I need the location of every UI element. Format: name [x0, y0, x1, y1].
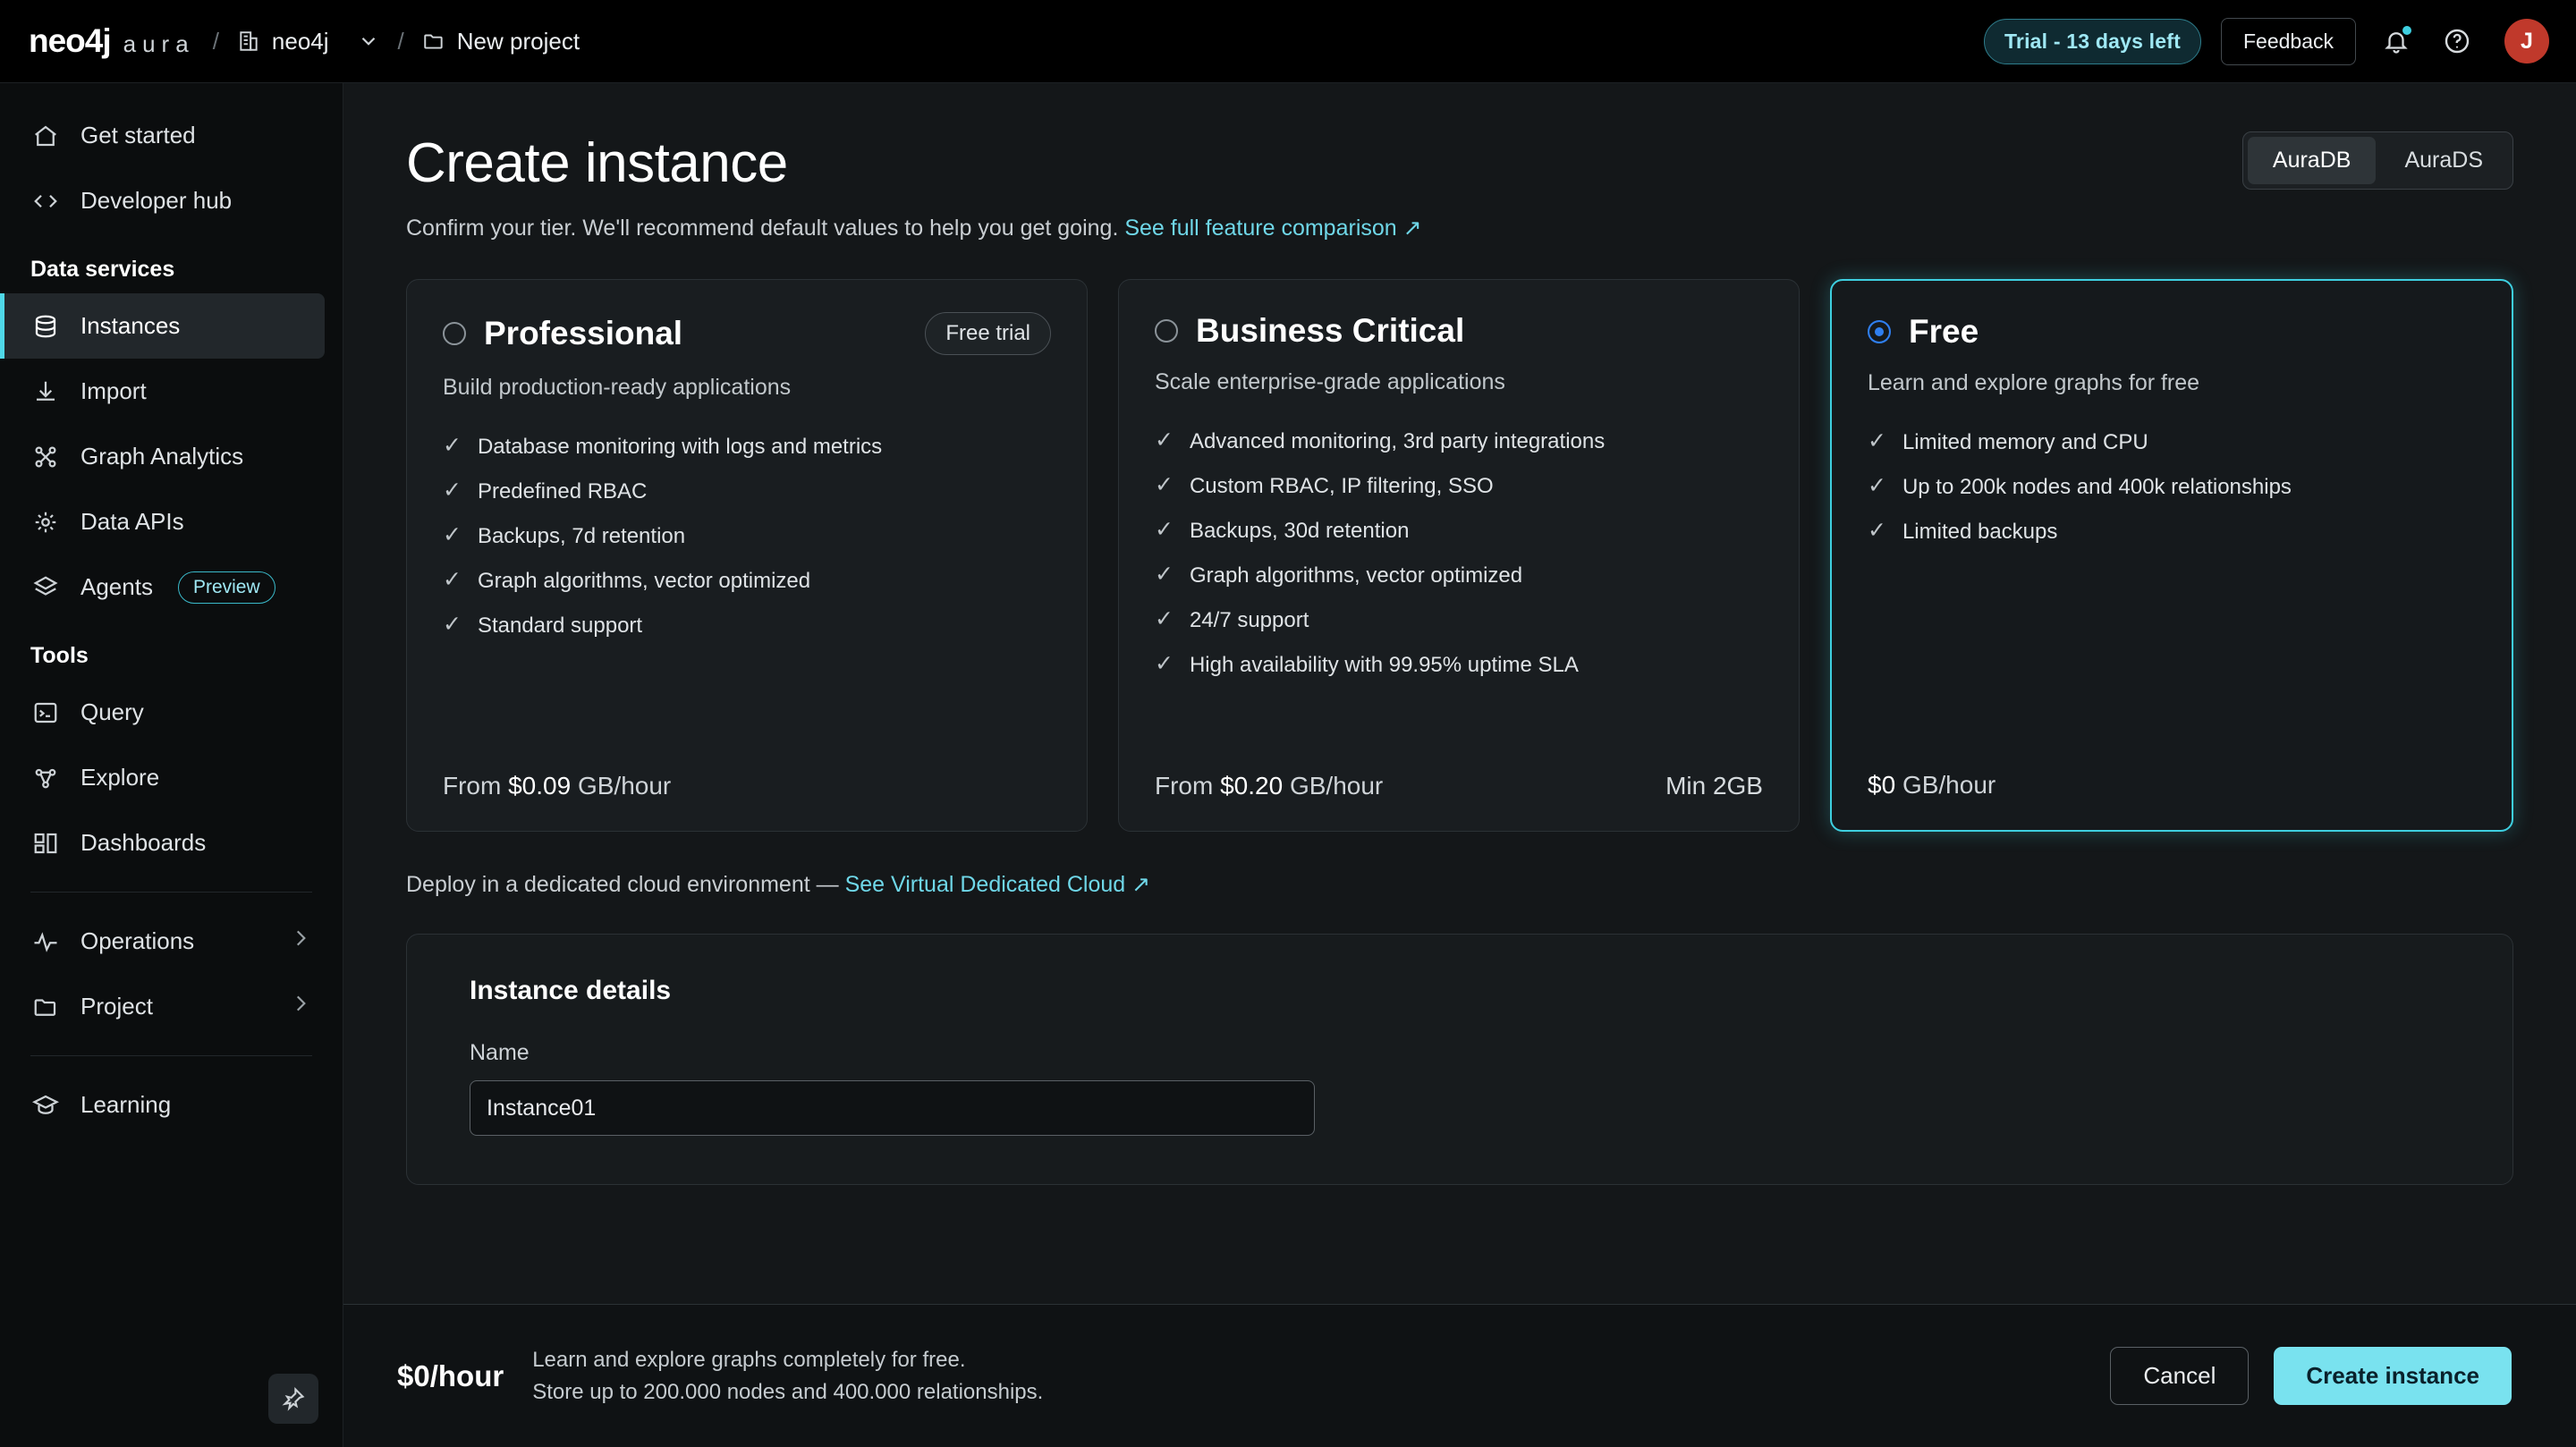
- create-instance-button[interactable]: Create instance: [2274, 1347, 2512, 1405]
- tier-feature: [443, 479, 1051, 504]
- check-icon: ✓: [1155, 472, 1174, 497]
- check-icon: ✓: [1155, 651, 1174, 676]
- tier-tagline: Build production-ready applications: [443, 375, 792, 400]
- tier-feature-list: [1868, 430, 2476, 545]
- agents-preview-badge: Preview: [178, 571, 275, 604]
- check-icon: ✓: [1155, 517, 1174, 542]
- tier-feature-label: Graph algorithms, vector optimized: [477, 569, 811, 593]
- external-link-icon: ↗: [1402, 216, 1422, 241]
- tier-feature: [443, 524, 1051, 549]
- check-icon: ✓: [1868, 518, 1886, 543]
- tier-feature: [1155, 519, 1763, 544]
- tier-feature-label: Limited memory and CPU: [1902, 430, 2148, 454]
- external-link-icon: ↗: [1131, 872, 1151, 897]
- avatar[interactable]: J: [2504, 19, 2549, 63]
- breadcrumb-project[interactable]: [422, 28, 580, 55]
- main-scroll-area: [343, 83, 2576, 1304]
- notification-dot: [2402, 26, 2411, 35]
- tier-feature-label: Database monitoring with logs and metrics: [477, 435, 883, 459]
- chevron-right-icon: [289, 927, 312, 956]
- tier-feature-label: Standard support: [477, 613, 643, 638]
- tier-min-size: Min 2GB: [1665, 772, 1763, 800]
- api-icon: [30, 509, 61, 536]
- sidebar-item-label: Import: [80, 377, 147, 404]
- feedback-button[interactable]: Feedback: [2221, 18, 2356, 65]
- tier-price-unit: GB/hour: [1902, 771, 1996, 799]
- sidebar-item-label: Dashboards: [80, 829, 207, 856]
- sidebar-item-learning[interactable]: [0, 1072, 343, 1138]
- tier-feature-label: High availability with 99.95% uptime SLA: [1189, 653, 1579, 677]
- sidebar-item-label: Operations: [80, 927, 195, 954]
- dedicated-cloud-row: [406, 871, 2513, 898]
- top-bar: [0, 0, 2576, 83]
- tier-radio-business-critical[interactable]: [1155, 319, 1178, 343]
- learning-icon: [30, 1092, 61, 1119]
- tier-feature: [1868, 475, 2476, 500]
- sidebar-item-agents[interactable]: [0, 554, 343, 620]
- sidebar-item-explore[interactable]: [0, 745, 343, 810]
- building-icon: [237, 30, 260, 53]
- sidebar-item-label: Instances: [80, 312, 181, 339]
- tier-cards: [406, 279, 2513, 832]
- query-icon: [30, 699, 61, 726]
- cancel-button[interactable]: Cancel: [2110, 1347, 2249, 1405]
- check-icon: ✓: [1155, 562, 1174, 587]
- sidebar-item-instances[interactable]: [0, 293, 325, 359]
- footer-actions: [2110, 1347, 2512, 1405]
- tier-tagline: Learn and explore graphs for free: [1868, 370, 2200, 395]
- check-icon: ✓: [443, 433, 462, 458]
- chevron-right-icon: [289, 992, 312, 1021]
- tier-feature-label: Limited backups: [1902, 520, 2058, 544]
- tier-title: Business Critical: [1196, 312, 1465, 349]
- trial-badge[interactable]: Trial - 13 days left: [1984, 19, 2201, 64]
- tab-auradb[interactable]: AuraDB: [2248, 137, 2377, 184]
- sidebar-item-developer-hub[interactable]: [0, 168, 343, 233]
- tier-feature-list: [1155, 429, 1763, 678]
- footer-bar: [343, 1304, 2576, 1447]
- tier-card-business-critical[interactable]: [1118, 279, 1800, 832]
- product-toggle[interactable]: [2242, 131, 2513, 190]
- tier-feature-list: [443, 435, 1051, 639]
- instance-name-input[interactable]: [470, 1080, 1315, 1136]
- check-icon: ✓: [1155, 427, 1174, 453]
- folder-icon: [30, 994, 61, 1020]
- dashboards-icon: [30, 830, 61, 857]
- sidebar-item-label: Explore: [80, 764, 160, 791]
- tier-price: $0: [1868, 771, 1896, 799]
- footer-description: [532, 1344, 1043, 1409]
- feature-comparison-link[interactable]: See full feature comparison: [1124, 216, 1397, 241]
- footer-description-line2: Store up to 200.000 nodes and 400.000 relationships.: [532, 1379, 1044, 1404]
- tier-card-professional[interactable]: [406, 279, 1088, 832]
- sidebar-item-data-apis[interactable]: [0, 489, 343, 554]
- tier-feature: [443, 435, 1051, 460]
- sidebar-divider-1: [30, 892, 312, 893]
- page-header: [406, 131, 2513, 241]
- folder-icon: [422, 30, 445, 53]
- sidebar-item-graph-analytics[interactable]: [0, 424, 343, 489]
- instance-details-panel: [406, 934, 2513, 1185]
- tier-feature-label: Predefined RBAC: [477, 479, 648, 503]
- dedicated-cloud-text: Deploy in a dedicated cloud environment —: [406, 872, 839, 897]
- tier-feature: [1155, 608, 1763, 633]
- tier-feature-label: Up to 200k nodes and 400k relationships: [1902, 475, 2292, 499]
- sidebar-item-label: Developer hub: [80, 187, 233, 214]
- tier-tagline: Scale enterprise-grade applications: [1155, 369, 1505, 394]
- sidebar-item-project[interactable]: [0, 974, 343, 1039]
- tier-price-row: [1868, 771, 2476, 800]
- tier-header: [443, 312, 1051, 355]
- check-icon: ✓: [443, 522, 462, 547]
- tier-feature-label: 24/7 support: [1189, 608, 1309, 632]
- page-subtitle-text: Confirm your tier. We'll recommend default values to help you get going.: [406, 216, 1119, 241]
- database-icon: [30, 313, 61, 340]
- org-name-label: neo4j: [271, 27, 329, 55]
- sidebar-item-label: Learning: [80, 1091, 172, 1118]
- tier-feature: [1868, 520, 2476, 545]
- sidebar-item-dashboards[interactable]: [0, 810, 343, 876]
- sidebar: [0, 83, 343, 1447]
- sidebar-item-operations[interactable]: [0, 909, 343, 974]
- tier-feature-label: Graph algorithms, vector optimized: [1189, 563, 1523, 588]
- sidebar-divider-2: [30, 1055, 312, 1056]
- import-icon: [30, 378, 61, 405]
- tier-feature: [1155, 653, 1763, 678]
- tier-price-unit: GB/hour: [577, 772, 672, 800]
- tier-price-unit: GB/hour: [1289, 772, 1384, 800]
- tier-radio-free[interactable]: [1868, 320, 1891, 343]
- tier-title: Professional: [484, 315, 683, 351]
- sidebar-section-tools: Tools: [30, 643, 89, 668]
- check-icon: ✓: [443, 478, 462, 503]
- breadcrumb-separator-2: /: [397, 27, 404, 55]
- sidebar-item-get-started[interactable]: [0, 103, 343, 168]
- tier-radio-professional[interactable]: [443, 322, 466, 345]
- tier-title: Free: [1909, 313, 1979, 350]
- check-icon: ✓: [443, 612, 462, 637]
- sidebar-section-data-services: Data services: [30, 257, 175, 282]
- sidebar-pin-button[interactable]: [268, 1374, 318, 1424]
- main-content: [343, 83, 2576, 1447]
- tier-feature-label: Backups, 7d retention: [477, 524, 686, 548]
- tier-feature-label: Backups, 30d retention: [1189, 519, 1410, 543]
- check-icon: ✓: [1155, 606, 1174, 631]
- virtual-dedicated-cloud-link[interactable]: See Virtual Dedicated Cloud: [844, 872, 1126, 897]
- explore-icon: [30, 765, 61, 791]
- sidebar-item-label: Graph Analytics: [80, 443, 244, 470]
- tier-price-prefix: From: [443, 772, 502, 800]
- breadcrumb-separator-1: /: [212, 27, 219, 55]
- chevron-down-icon[interactable]: [357, 30, 380, 53]
- top-bar-actions: [1984, 18, 2549, 65]
- tier-feature: [1868, 430, 2476, 455]
- instance-name-label: Name: [470, 1040, 530, 1065]
- sidebar-item-label: Query: [80, 698, 144, 725]
- logo-neo4j-text: neo4j: [29, 22, 111, 59]
- tier-feature-label: Custom RBAC, IP filtering, SSO: [1189, 474, 1494, 498]
- tab-aurads[interactable]: AuraDS: [2404, 148, 2483, 173]
- sidebar-item-label: Get started: [80, 122, 196, 148]
- check-icon: ✓: [1868, 428, 1886, 453]
- instance-details-heading: Instance details: [470, 976, 672, 1005]
- tier-header: [1868, 313, 2476, 351]
- tier-feature-label: Advanced monitoring, 3rd party integrations: [1189, 429, 1606, 453]
- tier-price: $0.20: [1220, 772, 1284, 800]
- analytics-icon: [30, 444, 61, 470]
- tier-feature: [1155, 563, 1763, 588]
- tier-feature: [443, 613, 1051, 639]
- code-icon: [30, 188, 61, 215]
- check-icon: ✓: [1868, 473, 1886, 498]
- tier-price-prefix: From: [1155, 772, 1214, 800]
- help-button[interactable]: [2436, 21, 2478, 62]
- body: [0, 83, 2576, 1447]
- agents-icon: [30, 574, 61, 601]
- tier-feature: [1155, 474, 1763, 499]
- tier-price-row: [443, 772, 1051, 800]
- page-subtitle: [406, 215, 1422, 241]
- sidebar-item-label: Agents: [80, 573, 153, 600]
- sidebar-item-label: Project: [80, 993, 153, 1020]
- operations-icon: [30, 928, 61, 955]
- footer-description-line1: Learn and explore graphs completely for free.: [532, 1347, 966, 1372]
- tier-badge-free-trial: Free trial: [925, 312, 1051, 355]
- sidebar-item-label: Data APIs: [80, 508, 184, 535]
- logo-aura-text: aura: [123, 30, 195, 57]
- sidebar-item-import[interactable]: [0, 359, 343, 424]
- page-title: Create instance: [406, 132, 788, 194]
- sidebar-item-query[interactable]: [0, 680, 343, 745]
- tier-price-row: [1155, 772, 1763, 800]
- breadcrumb-org[interactable]: [237, 28, 380, 55]
- tier-card-free[interactable]: [1830, 279, 2513, 832]
- notifications-button[interactable]: [2376, 21, 2417, 62]
- tier-feature: [1155, 429, 1763, 454]
- footer-price: $0/hour: [397, 1358, 504, 1392]
- tier-price: $0.09: [508, 772, 572, 800]
- home-icon: [30, 123, 61, 149]
- tier-feature: [443, 569, 1051, 594]
- tier-header: [1155, 312, 1763, 350]
- check-icon: ✓: [443, 567, 462, 592]
- project-name-label: New project: [456, 27, 580, 55]
- brand-logo[interactable]: [29, 22, 195, 60]
